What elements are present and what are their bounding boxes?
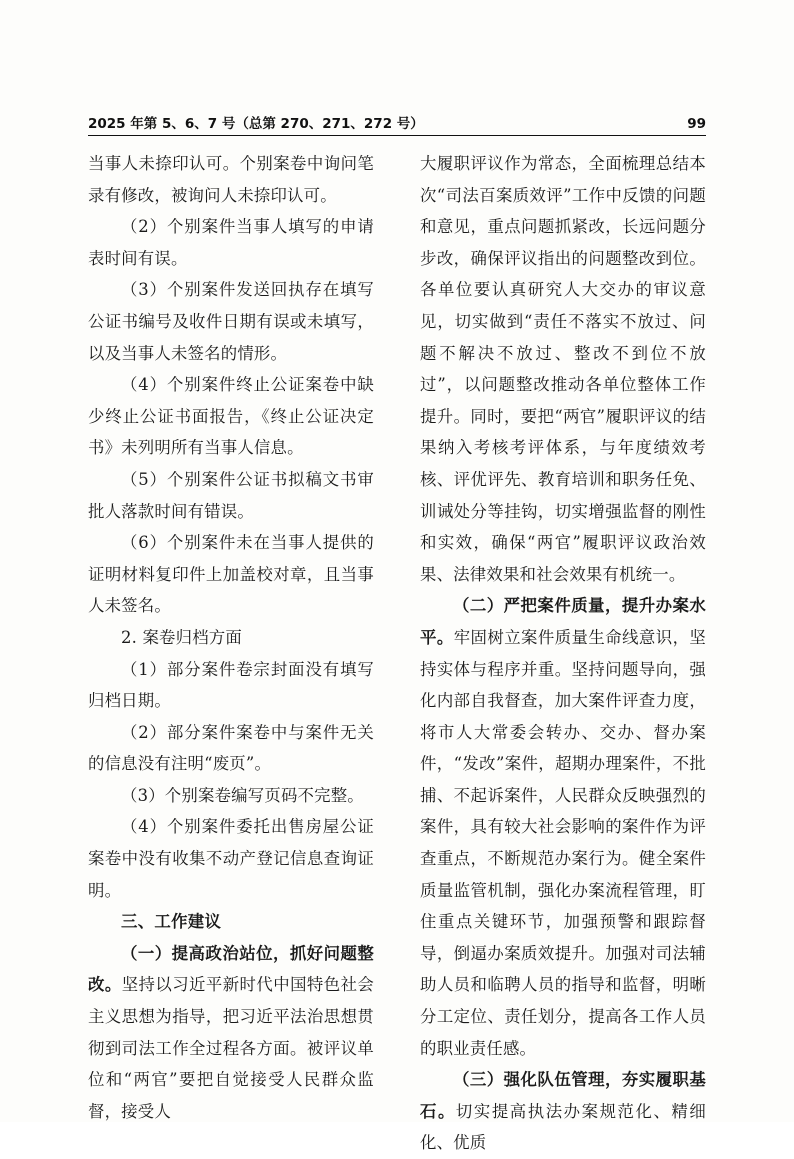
paragraph-lead: （三）强化队伍管理，夯实履职基石。 [420, 1070, 706, 1121]
paragraph: （4）个别案件终止公证案卷中缺少终止公证书面报告，《终止公证决定书》未列明所有当事人信息。 [88, 375, 374, 458]
paragraph-body: 坚持以习近平新时代中国特色社会主义思想为指导，把习近平法治思想贯彻到司法工作全过程各方面。被评议单位和“两官”要把自觉接受人民群众监督，接受人 [88, 975, 375, 1121]
right-column [420, 148, 706, 1159]
paragraph-lead: （一）提高政治站位，抓好问题整改。 [88, 943, 374, 995]
paragraph: （3）个别案卷编写页码不完整。 [121, 785, 364, 805]
paragraph [88, 938, 374, 1128]
paragraph-body: 牢固树立案件质量生命线意识，坚持实体与程序并重。坚持问题导向，强化内部自我督查，加大案件评查力度，将市人大常委会转办、交办、督办案件，“发改”案件，超期办理案件，不批捕、不起诉案件，人民群众反映强烈的案件，具有较大社会影响的案件作为评查重点，不断规范办案行为。健全案件质量监管机制，强化办案流程管理，盯住重点关键环节，加强预警和跟踪督导，倒逼办案质效提升。加强对司法辅助人员和临聘人员的指导和监督，明晰分工定位、责任划分，提高各工作人员的职业责任感。 [420, 627, 707, 1058]
paragraph-body: 切实提高执法办案规范化、精细化、优质 [420, 1101, 706, 1153]
paragraph: 当事人未捺印认可。个别案卷中询问笔录有修改，被询问人未捺印认可。 [88, 154, 374, 205]
paragraph-lead: （二）严把案件质量，提升办案水平。 [420, 596, 706, 647]
header-divider [88, 135, 706, 136]
paragraph [420, 590, 706, 1064]
issue-line: 2025 年第 5、6、7 号（总第 270、271、272 号） [88, 116, 424, 132]
paragraph [420, 1064, 706, 1159]
paragraph: （3）个别案件发送回执存在填写公证书编号及收件日期有误或未填写，以及当事人未签名的情形。 [88, 280, 374, 363]
column-gutter [374, 148, 420, 1159]
left-column [88, 148, 374, 1159]
page-content [88, 112, 706, 1159]
running-head [88, 112, 706, 135]
page-number: 99 [687, 116, 706, 132]
paragraph: （2）部分案件案卷中与案件无关的信息没有注明“废页”。 [88, 722, 374, 774]
subsection-heading: 2. 案卷归档方面 [121, 627, 242, 647]
section-heading: 三、工作建议 [121, 912, 222, 932]
paragraph: 大履职评议作为常态，全面梳理总结本次“司法百案质效评”工作中反馈的问题和意见，重点问题抓紧改，长远问题分步改，确保评议指出的问题整改到位。各单位要认真研究人大交办的审议意见，切实做到“责任不落实不放过、问题不解决不放过、整改不到位不放过”，以问题整改推动各单位整体工作提升。同时，要把“两官”履职评议的结果纳入考核考评体系，与年度绩效考核、评优评先、教育培训和职务任免、训诫处分等挂钩，切实增强监督的刚性和实效，确保“两官”履职评议政治效果、法律效果和社会效果有机统一。 [420, 154, 706, 584]
paragraph: （4）个别案件委托出售房屋公证案卷中没有收集不动产登记信息查询证明。 [88, 817, 374, 900]
paragraph: （2）个别案件当事人填写的申请表时间有误。 [88, 217, 374, 268]
paragraph: （5）个别案件公证书拟稿文书审批人落款时间有错误。 [88, 469, 374, 521]
two-column-body [88, 148, 706, 1159]
paragraph: （1）部分案件卷宗封面没有填写归档日期。 [88, 659, 374, 711]
paragraph: （6）个别案件未在当事人提供的证明材料复印件上加盖校对章，且当事人未签名。 [88, 533, 374, 616]
